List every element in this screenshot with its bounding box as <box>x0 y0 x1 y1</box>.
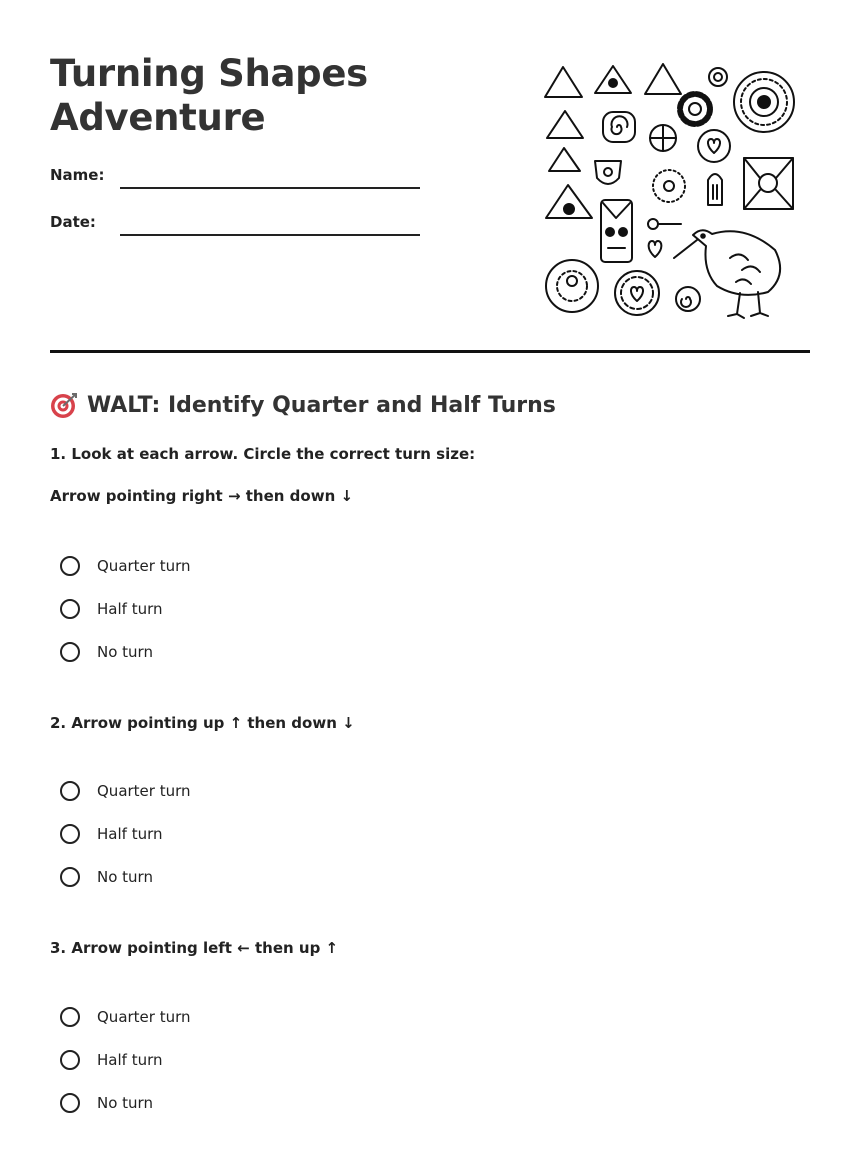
radio-circle[interactable] <box>60 824 80 844</box>
walt-heading <box>50 391 556 419</box>
option-half-turn[interactable] <box>60 822 163 846</box>
radio-circle[interactable] <box>60 642 80 662</box>
option-label: Half turn <box>97 825 163 843</box>
question-2-text: 2. Arrow pointing up ↑ then down ↓ <box>50 714 355 732</box>
option-label: Half turn <box>97 600 163 618</box>
target-icon <box>50 391 78 419</box>
option-half-turn[interactable] <box>60 1048 163 1072</box>
option-label: Quarter turn <box>97 1008 191 1026</box>
name-label: Name: <box>50 166 105 184</box>
date-label: Date: <box>50 213 96 231</box>
option-label: Quarter turn <box>97 782 191 800</box>
spiral-icon <box>709 68 727 86</box>
option-quarter-turn[interactable] <box>60 779 191 803</box>
radio-circle[interactable] <box>60 556 80 576</box>
arch-glyph-icon <box>708 174 722 205</box>
option-no-turn[interactable] <box>60 865 153 889</box>
maori-symbols-illustration <box>530 58 795 323</box>
section-divider <box>50 350 810 353</box>
option-no-turn[interactable] <box>60 640 153 664</box>
radio-circle[interactable] <box>60 1050 80 1070</box>
radio-circle[interactable] <box>60 1007 80 1027</box>
worksheet-title <box>50 52 368 140</box>
question-1-text: Arrow pointing right → then down ↓ <box>50 487 354 505</box>
instruction-text: 1. Look at each arrow. Circle the correct turn size: <box>50 445 476 463</box>
option-quarter-turn[interactable] <box>60 554 191 578</box>
kiwi-bird-icon <box>693 230 780 295</box>
radio-circle[interactable] <box>60 781 80 801</box>
shield-icon <box>595 161 621 184</box>
option-label: Half turn <box>97 1051 163 1069</box>
triangle-icon <box>645 64 681 94</box>
question-3-text: 3. Arrow pointing left ← then up ↑ <box>50 939 339 957</box>
radio-circle[interactable] <box>60 1093 80 1113</box>
title-line-2: Adventure <box>50 96 266 139</box>
triangle-icon <box>549 148 580 171</box>
option-no-turn[interactable] <box>60 1091 153 1115</box>
option-quarter-turn[interactable] <box>60 1005 191 1029</box>
radio-circle[interactable] <box>60 867 80 887</box>
title-line-1: Turning Shapes <box>50 52 368 95</box>
name-field[interactable] <box>120 187 420 189</box>
radio-circle[interactable] <box>60 599 80 619</box>
heart-icon <box>649 241 662 257</box>
option-label: Quarter turn <box>97 557 191 575</box>
triangle-icon <box>547 111 583 138</box>
date-field[interactable] <box>120 234 420 236</box>
option-label: No turn <box>97 643 153 661</box>
sun-ring-icon <box>680 94 710 124</box>
heart-circle-icon <box>698 130 730 162</box>
walt-text: WALT: Identify Quarter and Half Turns <box>87 392 556 418</box>
option-label: No turn <box>97 868 153 886</box>
key-icon <box>648 219 658 229</box>
triangle-icon <box>545 67 582 97</box>
option-half-turn[interactable] <box>60 597 163 621</box>
sun-glyph-icon <box>653 170 685 202</box>
option-label: No turn <box>97 1094 153 1112</box>
